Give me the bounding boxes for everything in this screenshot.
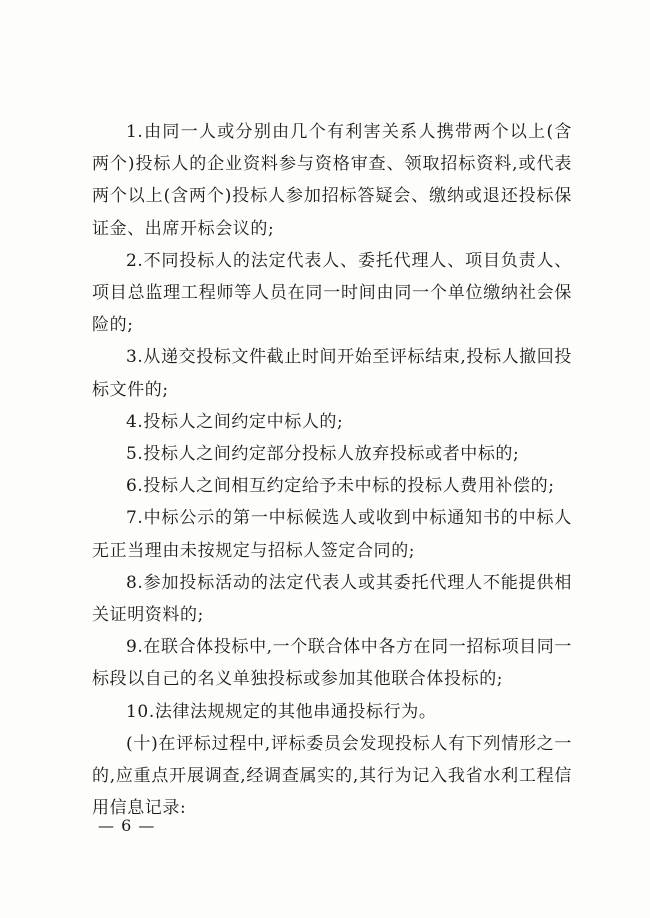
clause-8: 8.参加投标活动的法定代表人或其委托代理人不能提供相关证明资料的; (92, 572, 572, 626)
clause-5: 5.投标人之间约定部分投标人放弃投标或者中标的; (126, 444, 520, 465)
clause-4: 4.投标人之间约定中标人的; (126, 411, 344, 432)
document-body (92, 116, 572, 824)
clause-3: 3.从递交投标文件截止时间开始至评标结束,投标人撤回投标文件的; (92, 347, 572, 400)
clause-2: 2.不同投标人的法定代表人、委托代理人、项目负责人、项目总监理工程师等人员在同一时间由同一个单位缴纳社会保险的; (92, 250, 572, 336)
page-number: — 6 — (98, 816, 156, 835)
clause-1: 1.由同一人或分别由几个有利害关系人携带两个以上(含两个)投标人的企业资料参与资格审查、领取招标资料,或代表两个以上(含两个)投标人参加招标答疑会、缴纳或退还投标保证金、出席开标会议的; (92, 122, 572, 239)
clause-10: 10.法律法规规定的其他串通投标行为。 (126, 701, 437, 722)
clause-9: 9.在联合体投标中,一个联合体中各方在同一招标项目同一标段以自己的名义单独投标或参加其他联合体投标的; (92, 637, 572, 690)
clause-7: 7.中标公示的第一中标候选人或收到中标通知书的中标人无正当理由未按规定与招标人签定合同的; (92, 508, 572, 561)
clause-6: 6.投标人之间相互约定给予未中标的投标人费用补偿的; (126, 476, 555, 497)
section-10-intro: (十)在评标过程中,评标委员会发现投标人有下列情形之一的,应重点开展调查,经调查属实的,其行为记入我省水利工程信用信息记录: (92, 733, 572, 819)
